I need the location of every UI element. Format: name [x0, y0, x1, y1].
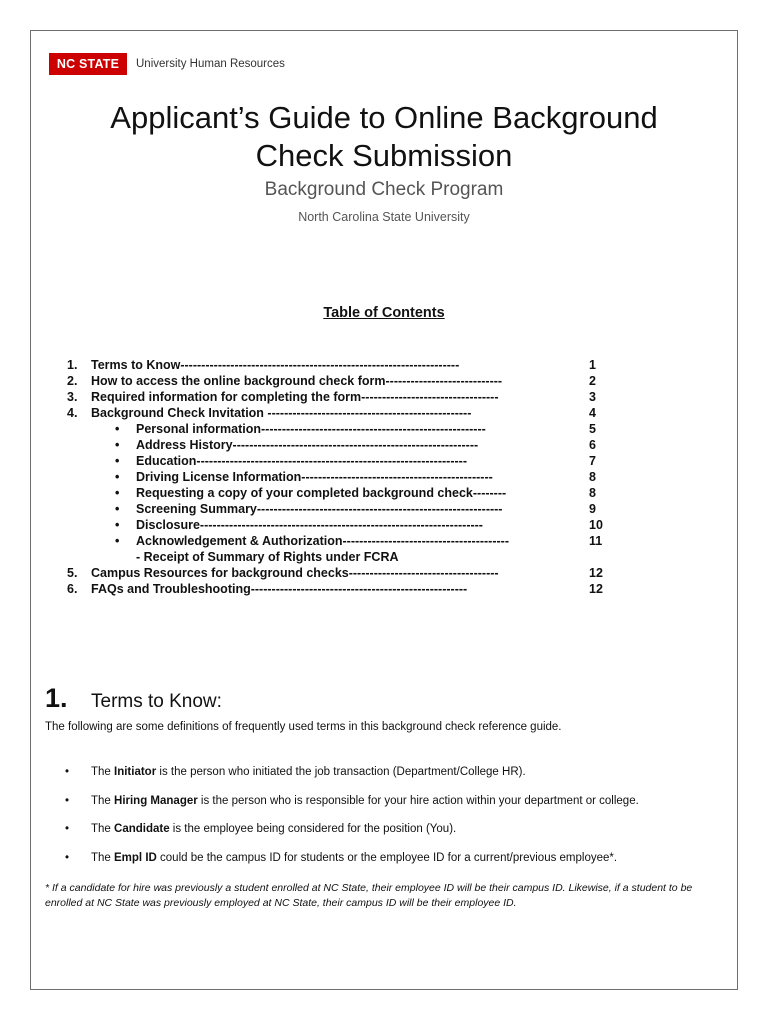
bullet-icon: •: [115, 422, 120, 436]
bullet-icon: •: [115, 534, 120, 548]
toc-subentry-label: Screening Summary-----------------------------------------------------------: [136, 502, 503, 516]
toc-entry-page: 6: [589, 438, 596, 452]
toc-entry-page: 11: [589, 534, 603, 548]
toc-subentry-label: Driving License Information----------------------------------------------: [136, 470, 493, 484]
toc-entry-page: 7: [589, 454, 596, 468]
toc-entry-page: 9: [589, 502, 596, 516]
definition-term: Hiring Manager: [114, 795, 198, 807]
toc-subentry-label: Education-----------------------------------------------------------------: [136, 454, 467, 468]
toc-entry-label: Background Check Invitation -------------------------------------------------: [91, 406, 472, 420]
toc-entry-page: 3: [589, 390, 596, 404]
toc-entry-page: 12: [589, 566, 603, 580]
document-institution: North Carolina State University: [298, 210, 470, 224]
toc-entry-number: 1.: [67, 358, 78, 372]
toc-entry-page: 1: [589, 358, 596, 372]
toc-entry-label: Required information for completing the form---------------------------------: [91, 390, 499, 404]
toc-entry-label: How to access the online background check form----------------------------: [91, 374, 503, 388]
toc-subentry-label: - Receipt of Summary of Rights under FCRA: [136, 550, 399, 564]
toc-subentry-label: Acknowledgement & Authorization----------------------------------------: [136, 534, 509, 548]
definition-term: Initiator: [114, 766, 157, 778]
bullet-icon: •: [65, 823, 70, 835]
toc-subentry-label: Address History-----------------------------------------------------------: [136, 438, 479, 452]
section-heading: [45, 683, 222, 714]
toc-heading: Table of Contents: [323, 305, 445, 321]
title-line-2: Check Submission: [255, 138, 513, 173]
definition-text: The Initiator is the person who initiated the job transaction (Department/College HR).: [91, 766, 526, 778]
bullet-icon: •: [115, 518, 120, 532]
logo-text: University Human Resources: [136, 58, 285, 70]
bullet-icon: •: [65, 852, 70, 864]
definition-text: The Candidate is the employee being considered for the position (You).: [91, 823, 457, 835]
document-title: [31, 99, 737, 175]
toc-entry-number: 2.: [67, 374, 78, 388]
bullet-icon: •: [65, 766, 70, 778]
toc-entry-number: 3.: [67, 390, 78, 404]
toc-entry-page: 8: [589, 470, 596, 484]
title-line-1: Applicant’s Guide to Online Background: [110, 100, 658, 135]
toc-entry-page: 5: [589, 422, 596, 436]
toc-entry-page: 10: [589, 518, 603, 532]
toc-entry-label: FAQs and Troubleshooting----------------------------------------------------: [91, 582, 468, 596]
toc-entry-label: Terms to Know-------------------------------------------------------------------: [91, 358, 460, 372]
section-intro: The following are some definitions of frequently used terms in this background check reference guide.: [45, 721, 562, 733]
bullet-icon: •: [115, 502, 120, 516]
section-number: 1.: [45, 683, 68, 713]
toc-entry-page: 4: [589, 406, 596, 420]
toc-subentry-label: Personal information------------------------------------------------------: [136, 422, 486, 436]
toc-entry-page: 2: [589, 374, 596, 388]
toc-entry-page: 12: [589, 582, 603, 596]
bullet-icon: •: [115, 470, 120, 484]
document-subtitle: Background Check Program: [264, 179, 504, 200]
toc-entry-number: 5.: [67, 566, 78, 580]
definition-text: The Empl ID could be the campus ID for students or the employee ID for a current/previous employee*.: [91, 852, 618, 864]
section-title: Terms to Know:: [91, 691, 222, 712]
bullet-icon: •: [115, 438, 120, 452]
bullet-icon: •: [115, 454, 120, 468]
nc-state-logo: [49, 53, 285, 75]
definition-text: The Hiring Manager is the person who is responsible for your hire action within your department or college.: [91, 795, 639, 807]
bullet-icon: •: [65, 795, 70, 807]
logo-mark: NC STATE: [49, 53, 127, 75]
toc-entry-number: 4.: [67, 406, 78, 420]
toc-subentry-label: Requesting a copy of your completed background check--------: [136, 486, 507, 500]
definition-term: Candidate: [114, 823, 170, 835]
toc-subentry-label: Disclosure--------------------------------------------------------------------: [136, 518, 483, 532]
toc-entry-number: 6.: [67, 582, 78, 596]
definition-term: Empl ID: [114, 852, 157, 864]
document-page: [30, 30, 738, 990]
bullet-icon: •: [115, 486, 120, 500]
toc-entry-label: Campus Resources for background checks------------------------------------: [91, 566, 499, 580]
footnote: * If a candidate for hire was previously a student enrolled at NC State, their employee ID will be their campus ID. Likewise, if a student to be enrolled at NC State was previously employed at NC State, their campus ID will be their employee ID.: [45, 882, 693, 909]
toc-entry-page: 8: [589, 486, 596, 500]
